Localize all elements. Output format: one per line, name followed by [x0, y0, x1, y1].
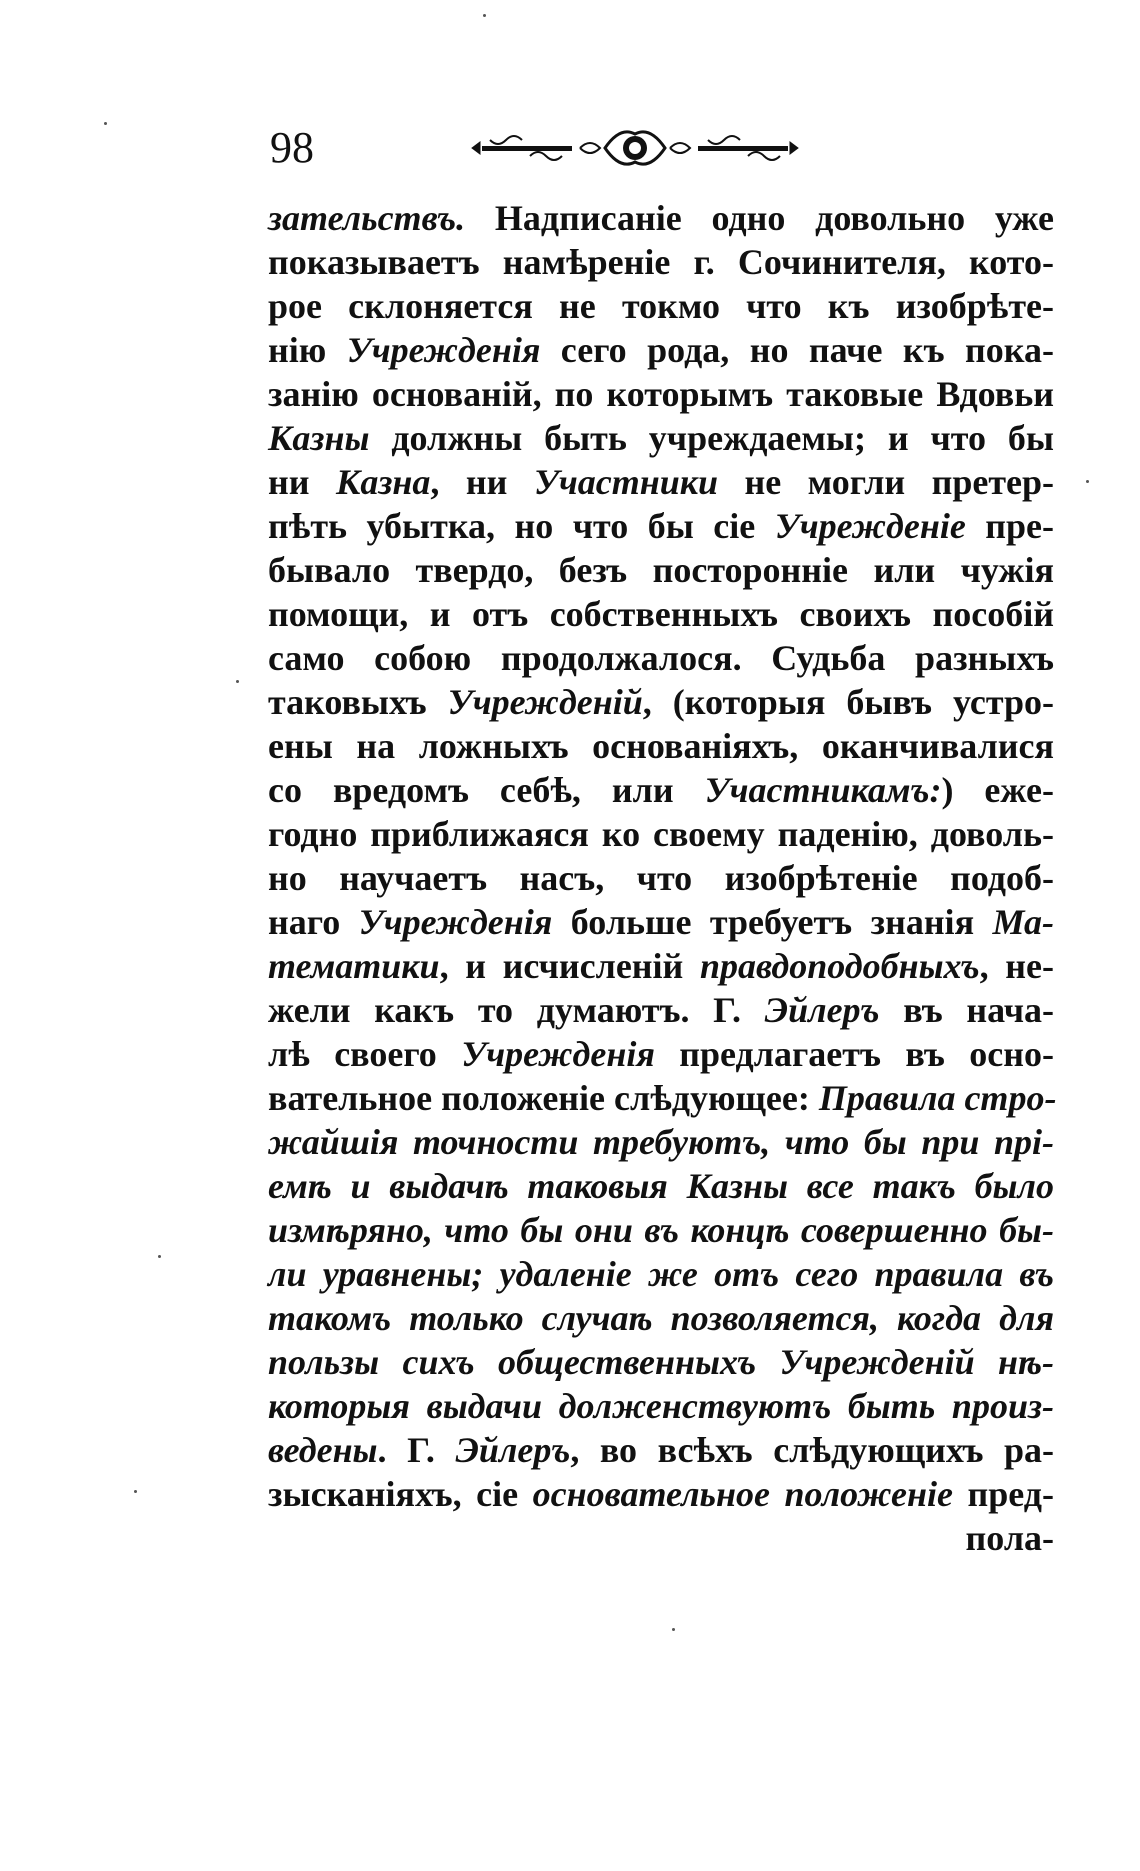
text-line — [268, 1428, 1054, 1472]
text-line — [268, 1252, 1054, 1296]
text-line — [268, 372, 1054, 416]
text-run: , не- — [979, 946, 1054, 986]
text-run: ) еже- — [941, 770, 1055, 810]
italic-text: Казны — [268, 418, 370, 458]
text-run: занію основаній, по которымъ таковые Вдовьи — [268, 374, 1054, 414]
scan-speck — [158, 1255, 161, 1258]
italic-text: ли уравнены; удаленіе же отъ сего правила въ — [268, 1254, 1054, 1294]
ornament-divider-icon — [470, 126, 800, 170]
text-line — [268, 1472, 1054, 1516]
text-line — [268, 196, 1054, 240]
text-line — [268, 1208, 1054, 1252]
text-run: рое склоняется не токмо что къ изобрѣте- — [268, 286, 1054, 326]
text-line — [268, 680, 1054, 724]
italic-text: тематики — [268, 946, 440, 986]
text-run: со вредомъ себѣ, или — [268, 770, 705, 810]
text-run: ни — [268, 462, 336, 502]
text-run: само собою продолжалося. Судьба разныхъ — [268, 638, 1054, 678]
italic-text: емѣ и выдачѣ таковыя Казны все такъ было — [268, 1166, 1054, 1206]
italic-text: Эйлеръ — [455, 1430, 571, 1470]
italic-text: Учрежденія — [346, 330, 541, 370]
italic-text: основательное положеніе — [532, 1474, 953, 1514]
italic-text: такомъ только случаѣ позволяется, когда для — [268, 1298, 1054, 1338]
page-header — [270, 118, 1060, 178]
text-run: въ нача- — [879, 990, 1054, 1030]
text-line — [268, 1516, 1054, 1560]
italic-text: Казна — [335, 462, 431, 502]
italic-text: Учрежденій — [447, 682, 643, 722]
text-line — [268, 416, 1054, 460]
scan-speck — [1086, 480, 1089, 483]
text-line — [268, 240, 1054, 284]
text-run: лѣ своего — [268, 1034, 462, 1074]
text-run: больше требуетъ знанія — [552, 902, 993, 942]
text-run: пред- — [952, 1474, 1054, 1514]
text-run: сего рода, но паче къ пока- — [540, 330, 1054, 370]
text-line — [268, 900, 1054, 944]
text-run: но научаетъ насъ, что изобрѣтеніе подоб- — [268, 858, 1054, 898]
text-line — [268, 988, 1054, 1032]
text-run: . Г. — [377, 1430, 456, 1470]
text-line — [268, 1120, 1054, 1164]
page-number: 98 — [270, 123, 314, 172]
scan-speck — [672, 1628, 675, 1631]
italic-text: ведены — [268, 1430, 378, 1470]
italic-text: Участникамъ: — [704, 770, 942, 810]
text-run: Надписаніе одно довольно уже — [465, 198, 1054, 238]
italic-text: Учрежденіе — [774, 506, 966, 546]
italic-text: пользы сихъ общественныхъ Учрежденій нѣ- — [268, 1342, 1054, 1382]
scan-speck — [104, 122, 107, 125]
text-line — [268, 944, 1054, 988]
text-line — [268, 768, 1054, 812]
text-line — [268, 856, 1054, 900]
text-run: вательное положеніе слѣдующее: — [268, 1078, 819, 1118]
body-text — [268, 196, 1057, 1560]
text-run: пре- — [965, 506, 1054, 546]
text-run: годно приближаяся ко своему паденію, доволь- — [268, 814, 1054, 854]
text-line — [268, 1164, 1054, 1208]
text-run: , ни — [430, 462, 534, 502]
text-run: , и исчисленій — [439, 946, 700, 986]
text-run: , (которыя бывъ устро- — [642, 682, 1054, 722]
scan-speck — [483, 14, 486, 17]
text-line — [268, 328, 1054, 372]
italic-text: жайшія точности требуютъ, что бы при прі- — [268, 1122, 1054, 1162]
text-run: наго — [268, 902, 359, 942]
text-line — [268, 504, 1054, 548]
text-line — [268, 724, 1054, 768]
italic-text: которыя выдачи долженствуютъ быть произ- — [268, 1386, 1054, 1426]
text-line — [268, 460, 1054, 504]
text-run: должны быть учреждаемы; и что бы — [369, 418, 1054, 458]
text-run: показываетъ намѣреніе г. Сочинителя, кото- — [268, 242, 1054, 282]
italic-text: Учрежденія — [358, 902, 553, 942]
text-line — [268, 284, 1054, 328]
text-line — [268, 1076, 1057, 1120]
italic-text: правдоподобныхъ — [699, 946, 980, 986]
text-run: нію — [268, 330, 347, 370]
text-line — [268, 1340, 1054, 1384]
italic-text: Ма- — [992, 902, 1054, 942]
text-run: не могли претер- — [718, 462, 1055, 502]
italic-text: Правила стро- — [818, 1078, 1057, 1118]
text-run: ены на ложныхъ основаніяхъ, оканчивалися — [268, 726, 1054, 766]
text-line — [268, 636, 1054, 680]
italic-text: Участники — [533, 462, 719, 502]
text-run: зысканіяхъ, сіе — [268, 1474, 533, 1514]
text-line — [268, 592, 1054, 636]
italic-text: Эйлеръ — [764, 990, 880, 1030]
text-run: , во всѣхъ слѣдующихъ ра- — [570, 1430, 1055, 1470]
scan-speck — [236, 680, 239, 683]
text-run: предлагаетъ въ осно- — [654, 1034, 1054, 1074]
text-run: жели какъ то думаютъ. Г. — [268, 990, 765, 1030]
text-line — [268, 1296, 1054, 1340]
text-line — [268, 812, 1054, 856]
italic-text: Учрежденія — [461, 1034, 655, 1074]
italic-text: зательствъ. — [268, 198, 466, 238]
text-run: пола- — [965, 1518, 1054, 1558]
italic-text: измѣряно, что бы они въ концѣ совершенно бы- — [268, 1210, 1054, 1250]
text-line — [268, 548, 1054, 592]
text-line — [268, 1032, 1054, 1076]
text-run: таковыхъ — [268, 682, 448, 722]
text-run: бывало твердо, безъ посторонніе или чужія — [268, 550, 1054, 590]
scan-speck — [134, 1490, 137, 1493]
text-line — [268, 1384, 1054, 1428]
text-run: пѣть убытка, но что бы сіе — [268, 506, 775, 546]
text-run: помощи, и отъ собственныхъ своихъ пособій — [268, 594, 1054, 634]
